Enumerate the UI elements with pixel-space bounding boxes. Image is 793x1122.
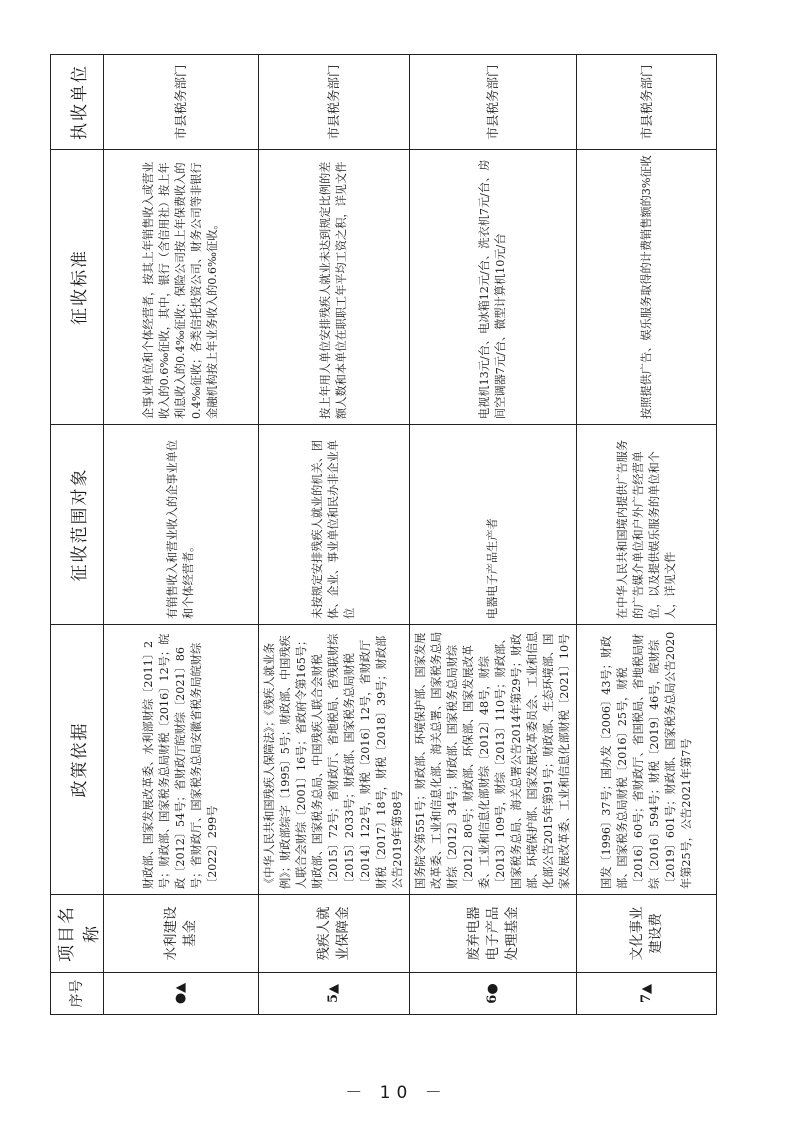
table-row: [104, 55, 259, 1015]
rotated-page: [50, 55, 700, 1015]
row-basis: 财政部、国家发展改革委、水利部财综〔2011〕2号；财政部、国家税务总局财税〔2016〕12号；皖政〔2012〕54号；省财政厅皖财综〔2021〕86号；省财政厅、国家税务总局安徽省税务局皖财综〔2022〕299号: [104, 625, 259, 895]
row-unit: 市县税务部门: [410, 55, 577, 150]
row-name: 文化事业建设费: [577, 895, 717, 973]
table-row: [410, 55, 577, 1015]
row-name: 水利建设基金: [104, 895, 259, 973]
row-no: ●▲: [104, 973, 259, 1015]
row-basis: 《中华人民共和国残疾人保障法》；《残疾人就业条例》；财政部综字〔1995〕5号；财政部、中国残疾人联合会财综〔2001〕16号；省政府令第165号；财政部、国家税务总局、中国残疾人联合会财税〔2015〕72号；省财政厅、省地税局、省残联财综〔2015〕2033号；财政部、国家税务总局财税〔2014〕122号，财税〔2016〕12号，省财政厅财税〔2017〕18号，财税〔2018〕39号；财政部公告2019年第98号: [259, 625, 410, 895]
row-name: 残疾人就业保障金: [259, 895, 410, 973]
row-no: 7▲: [577, 973, 717, 1015]
row-standard: 按照提供广告、娱乐服务取得的计费销售额的3%征收: [577, 150, 717, 425]
table-row: [259, 55, 410, 1015]
table-row: [577, 55, 717, 1015]
page-number: － 10 －: [345, 1083, 448, 1103]
row-name: 废弃电器电子产品处理基金: [410, 895, 577, 973]
fee-table: [50, 54, 717, 1015]
row-scope: 有销售收入和营业收入的企事业单位和个体经营者。: [104, 425, 259, 625]
header-name: 项目名称: [51, 895, 104, 973]
row-standard: 企事业单位和个体经营者，按其上年销售收入或营业收入的0.6‰征收，其中，银行（含信用社）按上年利息收入的0.4‰征收；保险公司按上年保费收入的0.4‰征收；各类信托投资公司、财务公司等非银行金融机构按上年业务收入的0.6‰征收。: [104, 150, 259, 425]
row-standard: 电视机13元/台、电冰箱12元/台、洗衣机7元/台、房间空调器7元/台、微型计算机10元/台: [410, 150, 577, 425]
row-no: 6●: [410, 973, 577, 1015]
header-scope: 征收范围对象: [51, 425, 104, 625]
row-unit: 市县税务部门: [104, 55, 259, 150]
header-standard: 征收标准: [51, 150, 104, 425]
table-header-row: [51, 55, 104, 1015]
row-standard: 按上年用人单位安排残疾人就业未达到规定比例的差额人数和本单位在职职工年平均工资之积，详见文件: [259, 150, 410, 425]
row-no: 5▲: [259, 973, 410, 1015]
row-basis: 国发〔1996〕37号；国办发〔2006〕43号；财政部、国家税务总局财税〔2016〕25号，财税〔2016〕60号；省财政厅、省国税局、省地税局财综〔2016〕594号；财税〔2019〕46号，皖财综〔2019〕601号；财政部、国家税务总局公告2020年第25号，公告2021年第7号: [577, 625, 717, 895]
row-scope: 未按规定安排残疾人就业的机关、团体、企业、事业单位和民办非企业单位: [259, 425, 410, 625]
header-no: 序号: [51, 973, 104, 1015]
row-unit: 市县税务部门: [577, 55, 717, 150]
row-scope: 在中华人民共和国境内提供广告服务的广告媒介单位和户外广告经营单位，以及提供娱乐服务的单位和个人，详见文件: [577, 425, 717, 625]
row-unit: 市县税务部门: [259, 55, 410, 150]
header-unit: 执收单位: [51, 55, 104, 150]
header-basis: 政策依据: [51, 625, 104, 895]
row-scope: 电器电子产品生产者: [410, 425, 577, 625]
row-basis: 国务院令第551号；财政部、环境保护部、国家发展改革委、工业和信息化部、海关总署、国家税务总局财综〔2012〕34号；财政部、国家税务总局财综〔2012〕80号；财政部、环保部、国家发展改革委、工业和信息化部财综〔2012〕48号，财综〔2013〕109号，财综〔2013〕110号；财政部、国家税务总局、海关总署公告2014年第29号；财政部、环境保护部、国家发展改革委员会、工业和信息化部公告2015年第91号；财政部、生态环境部、国家发展改革委、工业和信息化部财税〔2021〕10号: [410, 625, 577, 895]
